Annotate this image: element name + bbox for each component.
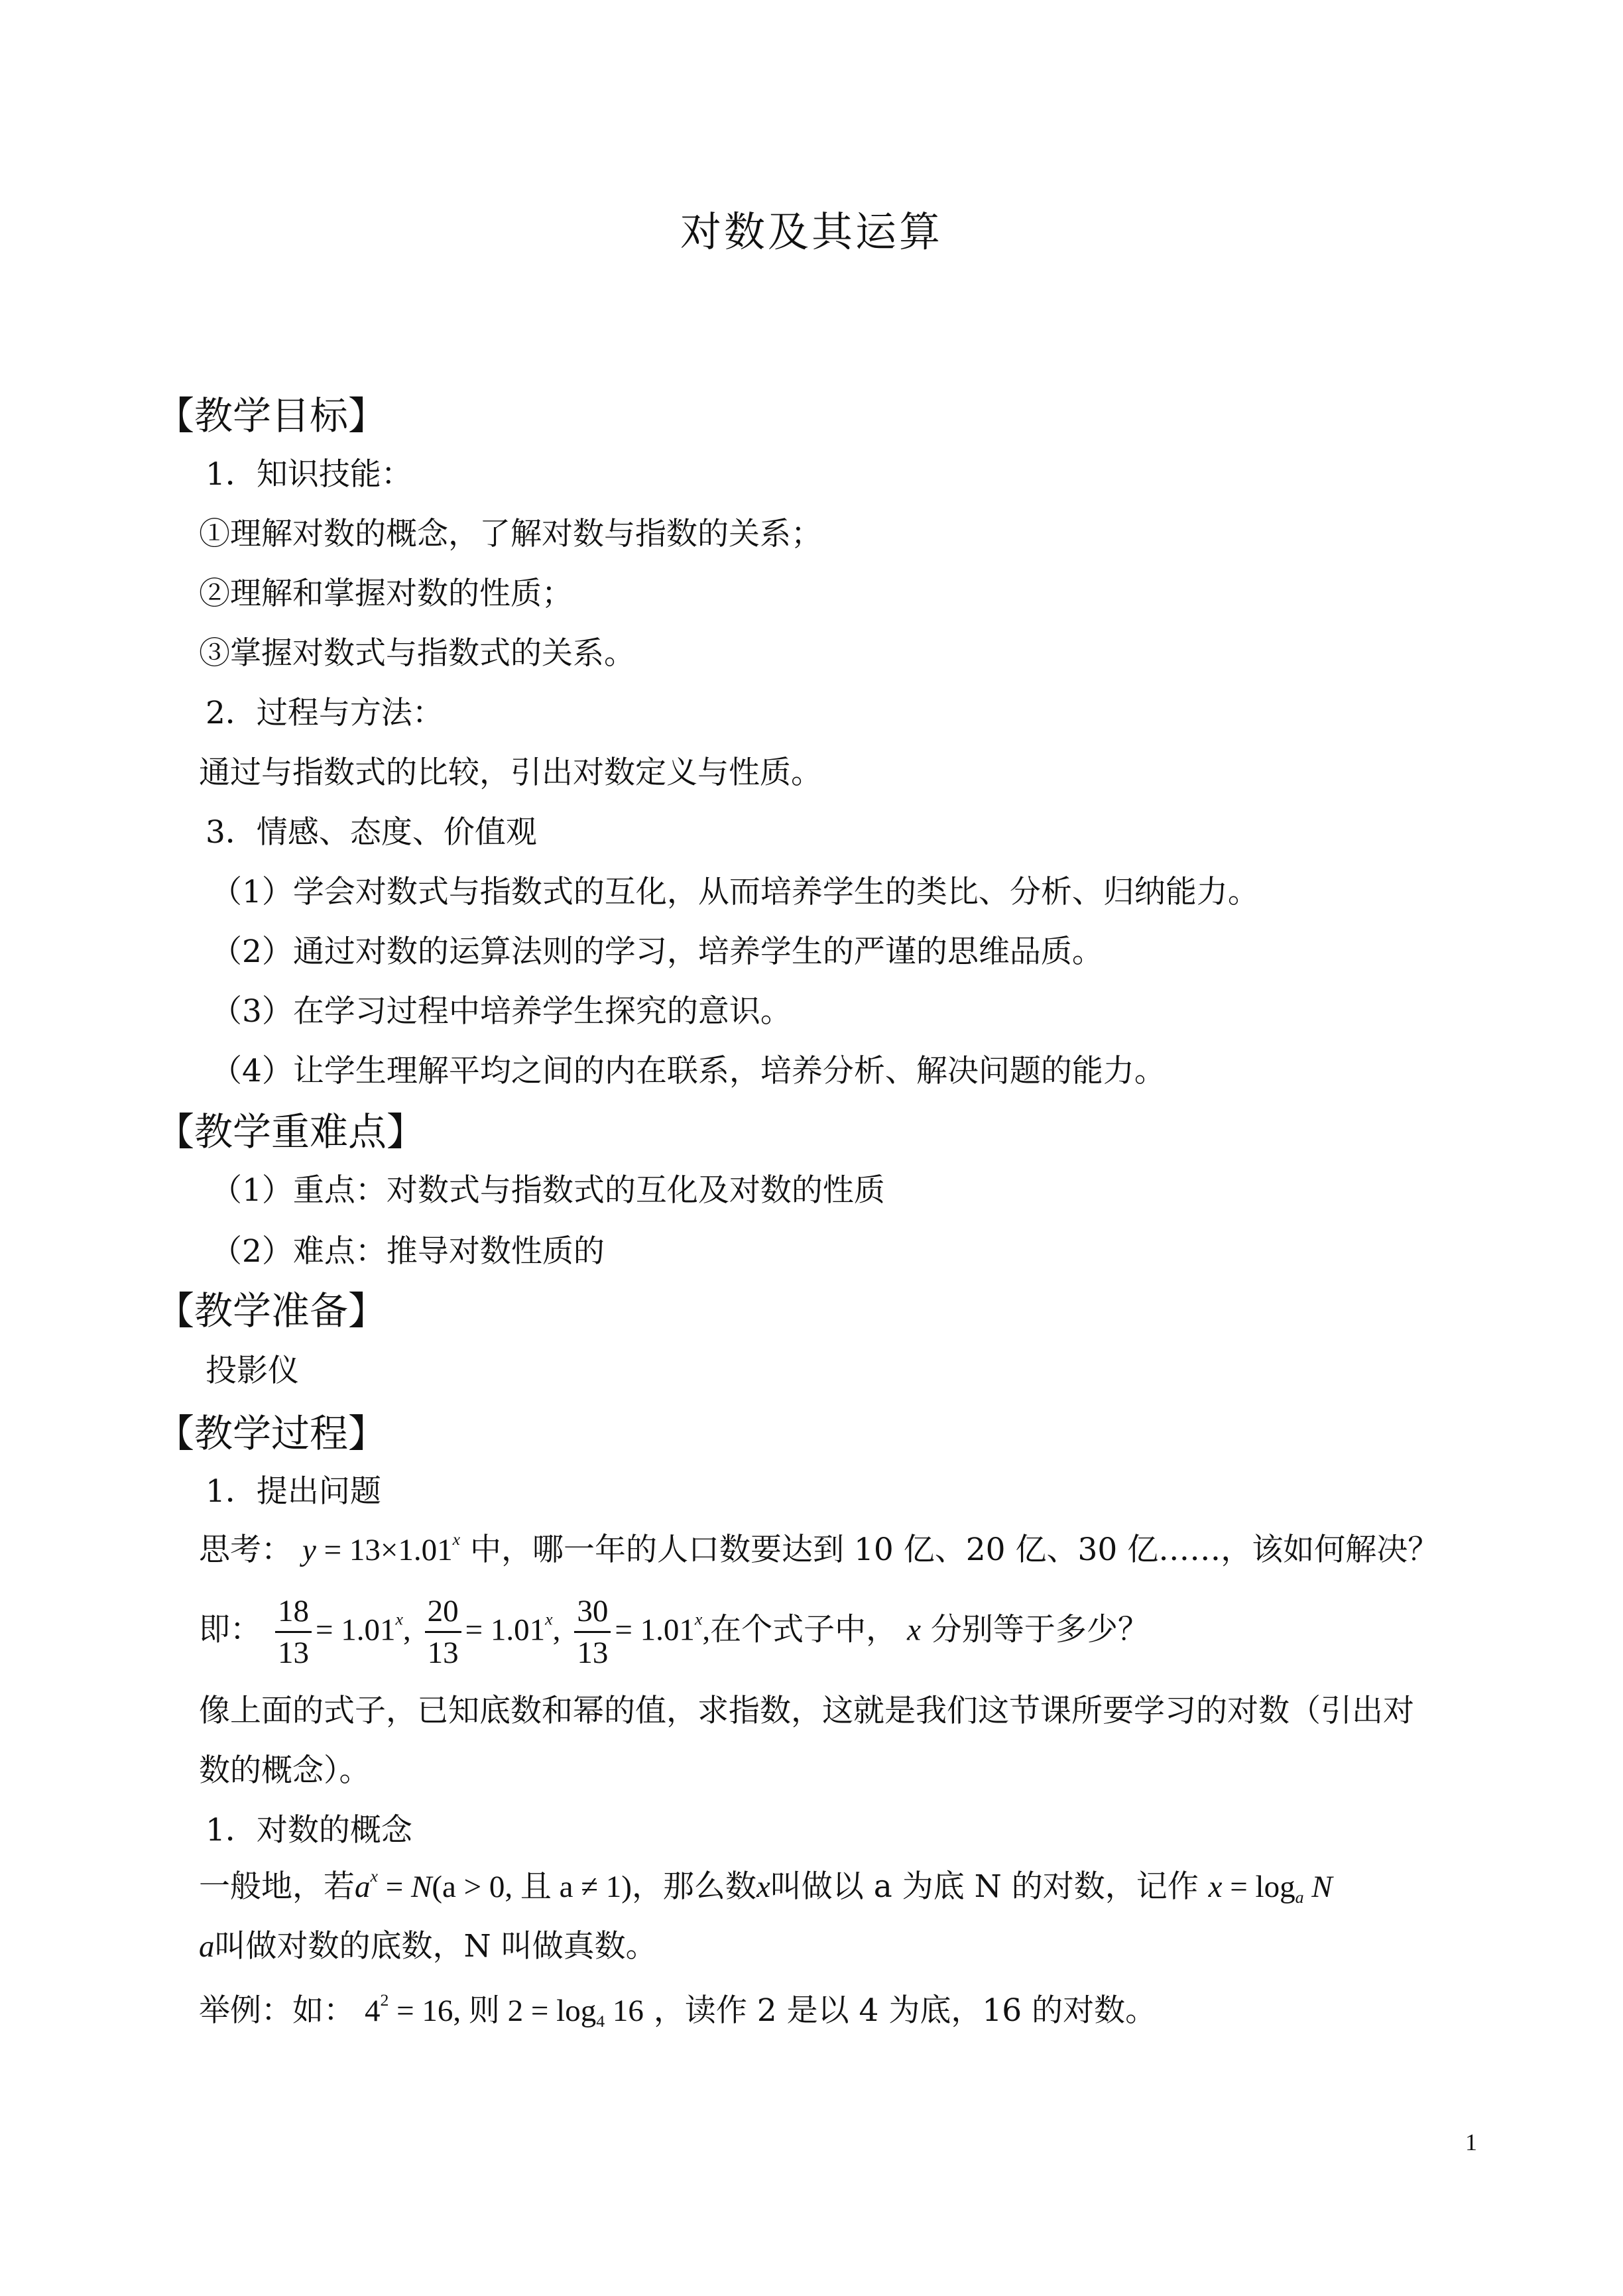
prep-item: 投影仪 — [206, 1353, 299, 1389]
goals-attitude-1: （1）学会对数式与指数式的互化，从而培养学生的类比、分析、归纳能力。 — [211, 874, 1259, 910]
eq-rhs: = 1.01 — [615, 1612, 695, 1648]
definition-line: 一般地，若$a^x = N(a > 0$, 且 a ≠ 1)，那么数x叫做以 a 为底 N 的对数，记作 $x = \log_a N$ — [199, 1866, 1333, 1907]
example-exp: 2 — [380, 1990, 389, 2010]
def-mid-2: 叫做以 a 为底 N 的对数，记作 — [770, 1868, 1199, 1905]
formula-exp: x — [452, 1529, 461, 1549]
think-line — [199, 1525, 1439, 1569]
process-heading-question: 1．提出问题 — [206, 1473, 381, 1510]
goals-knowledge-1: ①理解对数的概念，了解对数与指数的关系； — [199, 516, 822, 552]
page-title: 对数及其运算 — [680, 208, 943, 256]
eq-exp: x — [545, 1609, 553, 1629]
def-mid: ，那么数 — [631, 1868, 756, 1905]
section-heading-keypoints: 【教学重难点】 — [156, 1109, 426, 1154]
formula-rhs: = 13×1.01 — [316, 1533, 453, 1567]
think-rest: 中，哪一年的人口数要达到 10 亿、20 亿、30 亿……，该如何解决？ — [470, 1532, 1439, 1568]
fraction-18-13 — [275, 1591, 312, 1673]
fraction-20-13 — [425, 1591, 461, 1673]
fraction-denominator: 13 — [427, 1636, 459, 1670]
example-label: 举例：如： — [199, 1992, 355, 2029]
ie-rest-1: 在个式子中， — [710, 1611, 898, 1648]
eq-exp: x — [395, 1609, 403, 1629]
section-heading-process: 【教学过程】 — [156, 1411, 387, 1456]
goals-attitude-4: （4）让学生理解平均之间的内在联系，培养分析、解决问题的能力。 — [211, 1053, 1166, 1089]
eq-exp: x — [694, 1609, 703, 1629]
example-rest: ，读作 2 是以 4 为底，16 的对数。 — [653, 1992, 1157, 2029]
example-log-base: 4 — [596, 2012, 605, 2031]
example-log-arg: 16 — [605, 1994, 644, 2028]
formula-y: y — [302, 1533, 316, 1567]
section-heading-prep: 【教学准备】 — [156, 1288, 387, 1333]
fraction-denominator: 13 — [577, 1636, 609, 1670]
fraction-line: 即： $\frac{18}{13}$ = $1.01^x$, $\frac{20}{13}$ = $1.01^x$, $\frac{30}{13}$ = $1.01^x$,在个式子中， x 分别等于多少？ — [199, 1591, 1149, 1673]
example-line — [199, 1986, 1156, 2030]
goals-heading-attitude: 3．情感、态度、价值观 — [206, 814, 537, 851]
eq-rhs: = 1.01 — [315, 1612, 396, 1648]
goals-knowledge-2: ②理解和掌握对数的性质； — [199, 575, 573, 612]
page-number: 1 — [1465, 2129, 1477, 2155]
goals-heading-knowledge: 1．知识技能： — [206, 456, 412, 493]
process-heading-concept: 1．对数的概念 — [206, 1812, 412, 1848]
fraction-numerator: 20 — [425, 1591, 461, 1633]
goals-attitude-3: （3）在学习过程中培养学生探究的意识。 — [211, 993, 792, 1030]
example-base: 4 — [364, 1994, 381, 2028]
def-start: 一般地，若 — [199, 1868, 355, 1905]
think-label: 思考： — [199, 1532, 292, 1568]
section-heading-goals: 【教学目标】 — [156, 393, 387, 438]
ie-rest-2: 分别等于多少？ — [930, 1611, 1149, 1648]
fraction-30-13 — [574, 1591, 611, 1673]
keypoint-difficulty: （2）难点：推导对数性质的 — [211, 1233, 605, 1270]
fraction-denominator: 13 — [277, 1636, 309, 1670]
ie-label: 即： — [199, 1611, 261, 1648]
ie-var: x — [907, 1612, 921, 1648]
intro-paragraph-2: 数的概念）。 — [199, 1752, 371, 1789]
fraction-numerator: 18 — [275, 1591, 312, 1633]
eq-rhs: = 1.01 — [465, 1612, 546, 1648]
intro-paragraph-1: 像上面的式子，已知底数和幂的值，求指数，这就是我们这节课所要学习的对数（引出对 — [199, 1693, 1414, 1729]
keypoint-focus: （1）重点：对数式与指数式的互化及对数的性质 — [211, 1172, 885, 1209]
definition-line-2: a叫做对数的底数，N 叫做真数。 — [199, 1928, 657, 1964]
goals-knowledge-3: ③掌握对数式与指数式的关系。 — [199, 635, 635, 672]
goals-attitude-2: （2）通过对数的运算法则的学习，培养学生的严谨的思维品质。 — [211, 934, 1103, 970]
goals-process-text: 通过与指数式的比较，引出对数定义与性质。 — [199, 755, 822, 791]
def-condition: (a > 0, 且 a ≠ 1) — [432, 1870, 632, 1904]
def-line-2-text: 叫做对数的底数，N 叫做真数。 — [214, 1928, 657, 1964]
example-eq: = 16, 则 2 = log — [389, 1994, 597, 2028]
fraction-numerator: 30 — [574, 1591, 611, 1633]
goals-heading-process: 2．过程与方法： — [206, 695, 444, 731]
